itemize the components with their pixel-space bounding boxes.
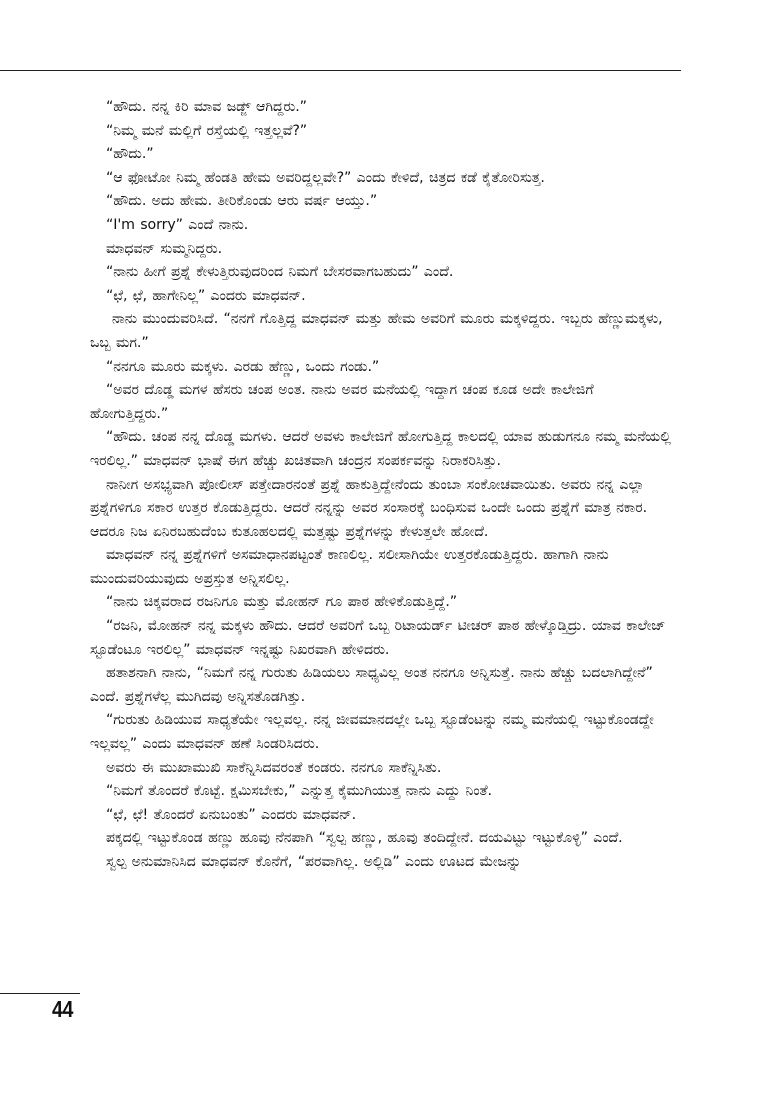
paragraph: “ಅವರ ದೊಡ್ಡ ಮಗಳ ಹೆಸರು ಚಂಪ ಅಂತ. ನಾನು ಅವರ ಮನೆಯಲ್ಲಿ ಇದ್ದಾಗ ಚಂಪ ಕೂಡ ಅದೇ ಕಾಲೇಜಿಗೆ ಹೋಗುತ್ತಿದ್ದರು.” bbox=[90, 382, 594, 422]
body-text bbox=[90, 96, 673, 875]
paragraph: “I'm sorry” ಎಂದೆ ನಾನು. bbox=[106, 216, 249, 233]
paragraph: ಪಕ್ಕದಲ್ಲಿ ಇಟ್ಟುಕೊಂಡ ಹಣ್ಣು ಹೂವು ನೆನಪಾಗಿ “ಸ್ವಲ್ಪ ಹಣ್ಣು, ಹೂವು ತಂದಿದ್ದೇನೆ. ದಯವಿಟ್ಟು ಇಟ್ಟುಕೊಳ್ಳಿ” ಎಂದೆ. bbox=[106, 830, 623, 847]
paragraph: “ಗುರುತು ಹಿಡಿಯುವ ಸಾಧ್ಯತೆಯೇ ಇಲ್ಲವಲ್ಲ. ನನ್ನ ಜೀವಮಾನದಲ್ಲೇ ಒಬ್ಬ ಸ್ಟೂಡೆಂಟನ್ನು ನಮ್ಮ ಮನೆಯಲ್ಲಿ ಇಟ್ಟುಕೊಂಡದ್ದೇ ಇಲ್ಲವಲ್ಲ” ಎಂದು ಮಾಧವನ್ ಹಣೆ ಸಿಂಡರಿಸಿದರು. bbox=[90, 712, 654, 753]
paragraph: “ಹೌದು. ಅದು ಹೇಮ. ತೀರಿಕೊಂಡು ಆರು ವರ್ಷ ಆಯ್ತು.” bbox=[106, 193, 378, 210]
paragraph: ಅವರು ಈ ಮುಖಾಮುಖಿ ಸಾಕೆನ್ನಿಸಿದವರಂತೆ ಕಂಡರು. ನನಗೂ ಸಾಕೆನ್ನಿಸಿತು. bbox=[106, 759, 442, 776]
paragraph: “ನಾನು ಚಿಕ್ಕವರಾದ ರಜನಿಗೂ ಮತ್ತು ಮೋಹನ್ ಗೂ ಪಾಠ ಹೇಳಿಕೊಡುತ್ತಿದ್ದೆ.” bbox=[106, 594, 457, 611]
paragraph: “ನಿಮ್ಮ ಮನೆ ಮಲ್ಲಿಗೆ ರಸ್ತೆಯಲ್ಲಿ ಇತ್ತಲ್ಲವೆ?” bbox=[106, 122, 308, 139]
paragraph: ನಾನು ಮುಂದುವರಿಸಿದೆ. “ನನಗೆ ಗೊತ್ತಿದ್ದ ಮಾಧವನ್ ಮತ್ತು ಹೇಮ ಅವರಿಗೆ ಮೂರು ಮಕ್ಕಳಿದ್ದರು. ಇಬ್ಬರು ಹೆಣ್ಣುಮಕ್ಕಳು, ಒಬ್ಬ ಮಗ.” bbox=[90, 311, 663, 351]
paragraph: “ನಾನು ಹೀಗೆ ಪ್ರಶ್ನೆ ಕೇಳುತ್ತಿರುವುದರಿಂದ ನಿಮಗೆ ಬೇಸರವಾಗಬಹುದು” ಎಂದೆ. bbox=[106, 264, 454, 281]
footer-rule bbox=[0, 993, 80, 994]
paragraph: “ಹೌದು. ನನ್ನ ಕಿರಿ ಮಾವ ಜಡ್ಜ್ ಆಗಿದ್ದರು.” bbox=[106, 99, 307, 115]
paragraph: “ಹೌದು.” bbox=[106, 146, 154, 163]
top-rule bbox=[0, 70, 681, 71]
paragraph: “ಛೆ, ಛೆ, ಹಾಗೇನಿಲ್ಲ” ಎಂದರು ಮಾಧವನ್. bbox=[106, 287, 306, 304]
paragraph: “ಹೌದು. ಚಂಪ ನನ್ನ ದೊಡ್ಡ ಮಗಳು. ಆದರೆ ಅವಳು ಕಾಲೇಜಿಗೆ ಹೋಗುತ್ತಿದ್ದ ಕಾಲದಲ್ಲಿ ಯಾವ ಹುಡುಗನೂ ನಮ್ಮ ಮನೆಯಲ್ಲಿ ಇರಲಿಲ್ಲ.” ಮಾಧವನ್ ಭಾಷೆ ಈಗ ಹೆಚ್ಚು ಖಚಿತವಾಗಿ ಚಂದ್ರನ ಸಂಪರ್ಕವನ್ನು ನಿರಾಕರಿಸಿತ್ತು. bbox=[90, 429, 671, 469]
paragraph: ಮಾಧವನ್ ಸುಮ್ಮನಿದ್ದರು. bbox=[106, 240, 223, 257]
paragraph: “ರಜನಿ, ಮೋಹನ್ ನನ್ನ ಮಕ್ಕಳು ಹೌದು. ಆದರೆ ಅವರಿಗೆ ಒಬ್ಬ ರಿಟಾಯರ್ಡ್ ಟೀಚರ್ ಪಾಠ ಹೇಳ್ಕೊಡ್ತಿದ್ರು. ಯಾವ ಕಾಲೇಜ್ ಸ್ಟೂಡೆಂಟೂ ಇರಲಿಲ್ಲ” ಮಾಧವನ್ ಇನ್ನಷ್ಟು ನಿಖರವಾಗಿ ಹೇಳಿದರು. bbox=[90, 618, 666, 658]
paragraph: “ಛೆ, ಛೆ! ತೊಂದರೆ ಏನುಬಂತು” ಎಂದರು ಮಾಧವನ್. bbox=[106, 806, 356, 823]
paragraph: ನಾನೀಗ ಅಸಭ್ಯವಾಗಿ ಪೋಲೀಸ್ ಪತ್ತೇದಾರನಂತೆ ಪ್ರಶ್ನೆ ಹಾಕುತ್ತಿದ್ದೇನೆಂದು ತುಂಬಾ ಸಂಕೋಚವಾಯಿತು. ಅವರು ನನ್ನ ಎಲ್ಲಾ ಪ್ರಶ್ನೆಗಳಿಗೂ ಸಕಾರ ಉತ್ತರ ಕೊಡುತ್ತಿದ್ದರು. ಆದರೆ ನನ್ನನ್ನು ಅವರ ಸಂಸಾರಕ್ಕೆ ಬಂಧಿಸುವ ಒಂದೇ ಒಂದು ಪ್ರಶ್ನೆಗೆ ಮಾತ್ರ ನಕಾರ. ಆದರೂ ನಿಜ ಏನಿರಬಹುದೆಂಬ ಕುತೂಹಲದಲ್ಲಿ ಮತ್ತಷ್ಟು ಪ್ರಶ್ನೆಗಳನ್ನು ಕೇಳುತ್ತಲೇ ಹೋದೆ. bbox=[90, 476, 648, 540]
paragraph: ಸ್ವಲ್ಪ ಅನುಮಾನಿಸಿದ ಮಾಧವನ್ ಕೊನೆಗೆ, “ಪರವಾಗಿಲ್ಲ. ಅಲ್ಲಿಡಿ” ಎಂದು ಊಟದ ಮೇಜನ್ನು bbox=[106, 854, 522, 870]
paragraph: “ನನಗೂ ಮೂರು ಮಕ್ಕಳು. ಎರಡು ಹೆಣ್ಣು, ಒಂದು ಗಂಡು.” bbox=[106, 358, 380, 375]
paragraph: ಹತಾಶನಾಗಿ ನಾನು, “ನಿಮಗೆ ನನ್ನ ಗುರುತು ಹಿಡಿಯಲು ಸಾಧ್ಯವಿಲ್ಲ ಅಂತ ನನಗೂ ಅನ್ನಿಸುತ್ತೆ. ನಾನು ಹೆಚ್ಚು ಬದಲಾಗಿದ್ದೇನೆ” ಎಂದೆ. ಪ್ರಶ್ನೆಗಳೆಲ್ಲ ಮುಗಿದವು ಅನ್ನಿಸತೊಡಗಿತ್ತು. bbox=[90, 665, 653, 705]
paragraph: ಮಾಧವನ್ ನನ್ನ ಪ್ರಶ್ನೆಗಳಿಗೆ ಅಸಮಾಧಾನಪಟ್ಟಂತೆ ಕಾಣಲಿಲ್ಲ. ಸಲೀಸಾಗಿಯೇ ಉತ್ತರಕೊಡುತ್ತಿದ್ದರು. ಹಾಗಾಗಿ ನಾನು ಮುಂದುವರಿಯುವುದು ಅಪ್ರಸ್ತುತ ಅನ್ನಿಸಲಿಲ್ಲ. bbox=[90, 547, 609, 587]
paragraph: “ಆ ಫೋಟೋ ನಿಮ್ಮ ಹೆಂಡತಿ ಹೇಮ ಅವರಿದ್ದಲ್ಲವೇ?” ಎಂದು ಕೇಳಿದೆ, ಚಿತ್ರದ ಕಡೆ ಕೈತೋರಿಸುತ್ತ. bbox=[106, 169, 545, 186]
paragraph: “ನಿಮಗೆ ತೊಂದರೆ ಕೊಟ್ಟೆ. ಕ್ಷಮಿಸಬೇಕು,” ಎನ್ನುತ್ತ ಕೈಮುಗಿಯುತ್ತ ನಾನು ಎದ್ದು ನಿಂತೆ. bbox=[106, 783, 492, 800]
page-number: 44 bbox=[52, 996, 73, 1022]
